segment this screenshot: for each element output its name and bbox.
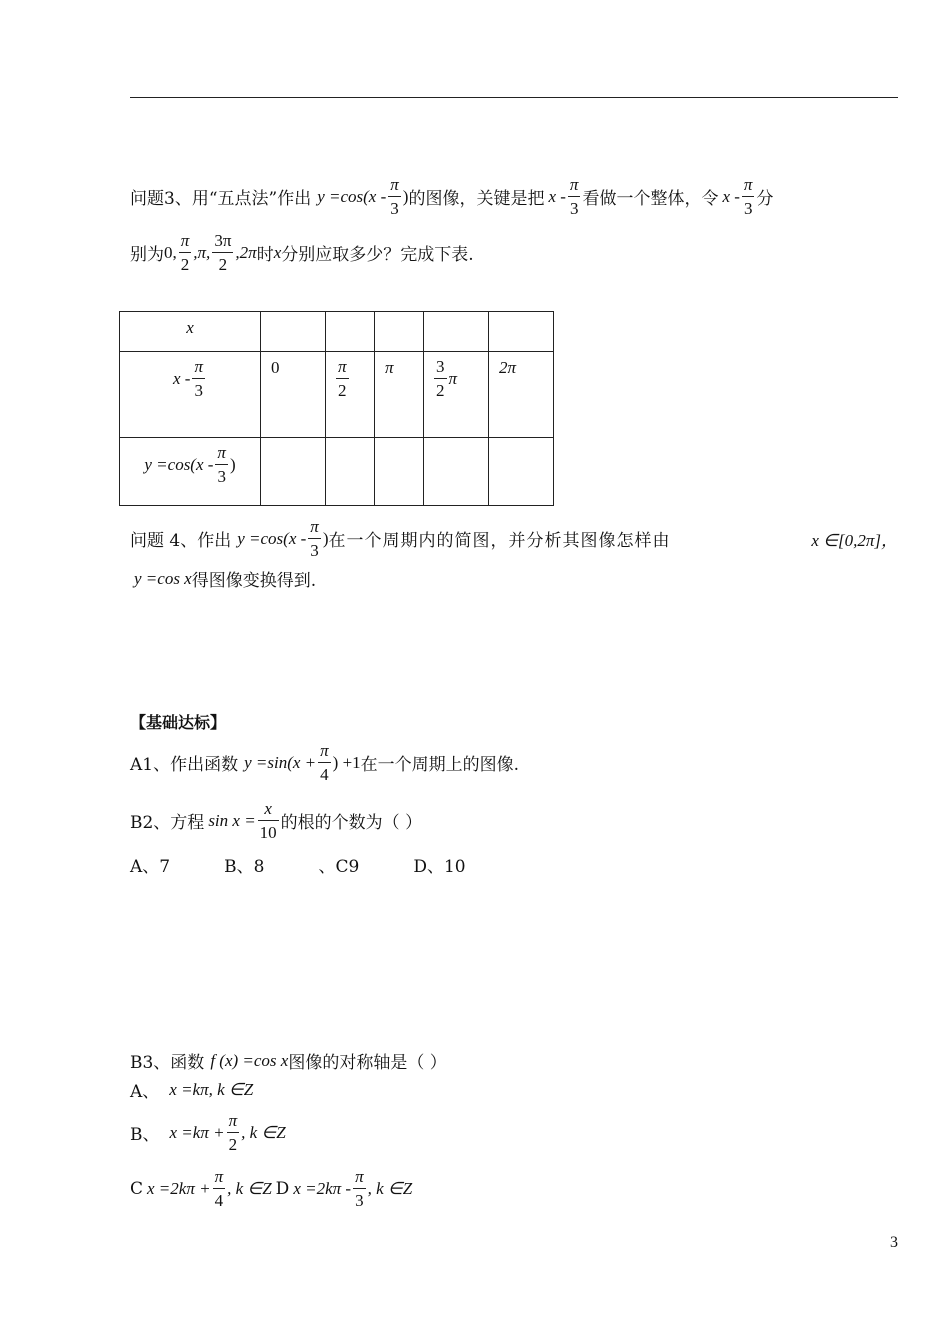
q3-formula-1: y =cos(x - [317, 186, 387, 206]
b2-text-1: B2、方程 [130, 813, 205, 833]
b2-formula: sin x = [208, 810, 256, 830]
q4-text-1: 问题 4、作出 [130, 531, 232, 551]
q3-text-3: 看做一个整体，令 [582, 189, 719, 209]
q4-text-3: 得图像变换得到. [191, 571, 317, 591]
fraction-3-2: $\frac{3}{2}$ [436, 357, 445, 400]
q3-sep-pi: ,π, [193, 242, 211, 262]
fraction-pi-3: $\frac{\pi}{3}$ [310, 517, 319, 560]
table-row [120, 312, 554, 352]
q3-x: x [273, 242, 282, 262]
b3-option-b: B、 x =kπ + $\frac{\pi}{2}$ , k ∈Z [130, 1111, 286, 1154]
table-cell [489, 438, 554, 506]
q3-line-2 [130, 232, 474, 273]
q4-line-1: 问题 4、作出 y =cos(x - $\frac{\pi}{3}$ ) 在一个周期内的简图，并分析其图像怎样由 x ∈[0,2π]， [130, 517, 898, 560]
table-cell [326, 438, 375, 506]
table-cell [375, 312, 424, 352]
a1-text-1: A1、作出函数 [130, 755, 239, 775]
table-cell [489, 312, 554, 352]
fraction-pi-3: $\frac{\pi}{3}$ [355, 1167, 364, 1210]
table-cell: 0 [261, 352, 326, 438]
q3-text-4: 分 [756, 189, 774, 209]
b3-options-cd: C x =2kπ + $\frac{\pi}{4}$ , k ∈Z D x =2kπ - $\frac{\pi}{3}$ , k ∈Z [130, 1167, 413, 1210]
table-cell: 2π [489, 352, 554, 438]
fraction-3pi-2: $\frac{3\pi}{2}$ [214, 231, 232, 274]
b3-formula: f (x) =cos x [210, 1050, 289, 1070]
a1-formula-tail: ) +1 [332, 752, 361, 772]
table-cell: $\frac{3}{2}$ π [424, 352, 489, 438]
table-row [120, 352, 554, 438]
table-cell [326, 312, 375, 352]
q4-line-2 [134, 566, 316, 591]
a1-text-2: 在一个周期上的图像. [360, 755, 520, 775]
fraction-pi-3: $\frac{\pi}{3}$ [194, 357, 203, 400]
q3-text-1: 问题3、用“五点法”作出 [130, 189, 312, 209]
table-cell: π [375, 352, 424, 438]
a1-line [130, 742, 519, 783]
fraction-pi-4: $\frac{\pi}{4}$ [320, 741, 329, 784]
table-cell: x - $\frac{\pi}{3}$ [120, 352, 261, 438]
q3-x-minus-1: x - [548, 186, 566, 206]
table-cell: x [120, 312, 261, 352]
section-title: 【基础达标】 [130, 713, 227, 732]
q3-line-1: 问题3、用“五点法”作出 y =cos(x - $\frac{\pi}{3}$ ) 的图像，关键是把 x - $\frac{\pi}{3}$ 看做一个整体，令 x - $\frac{\pi}{3}$ 分 [130, 175, 774, 218]
fraction-x-10: $\frac{x}{10}$ [259, 799, 277, 842]
fraction-pi-3: $\frac{\pi}{3}$ [569, 175, 579, 218]
q3-text-6: 时 [256, 245, 274, 265]
header-rule [130, 97, 898, 98]
q3-text-7: 分别应取多少？完成下表. [281, 245, 474, 265]
table-row [120, 438, 554, 506]
table-cell: y =cos(x - $\frac{\pi}{3}$ ) [120, 438, 261, 506]
fraction-pi-3: $\frac{\pi}{3}$ [217, 443, 226, 486]
q4-text-2: 在一个周期内的简图，并分析其图像怎样由 [328, 531, 671, 551]
a1-formula: y =sin(x + [244, 752, 317, 772]
fraction-pi-2: $\frac{\pi}{2}$ [228, 1111, 238, 1154]
fraction-pi-2: $\frac{\pi}{2}$ [180, 231, 190, 274]
table-cell [375, 438, 424, 506]
table-cell [261, 438, 326, 506]
fraction-pi-4: $\frac{\pi}{4}$ [214, 1167, 224, 1210]
q3-text-2: 的图像，关键是把 [408, 189, 545, 209]
b3-line [130, 1048, 447, 1073]
table-cell [424, 438, 489, 506]
b2-options: A、7 B、8 、C9 D、10 [130, 857, 466, 877]
table-cell [261, 312, 326, 352]
q4-interval: x ∈[0,2π]， [811, 531, 898, 550]
fraction-pi-2: $\frac{\pi}{2}$ [338, 357, 347, 400]
q3-zero: 0, [164, 242, 177, 262]
q3-two-pi: ,2π [235, 242, 257, 262]
b3-text-1: B3、函数 [130, 1053, 205, 1073]
b2-text-2: 的根的个数为（ ） [280, 813, 423, 833]
values-table [119, 311, 554, 506]
q4-formula: y =cos(x - [237, 528, 307, 548]
table-cell [424, 312, 489, 352]
b3-text-2: 图像的对称轴是（ ） [288, 1053, 447, 1073]
q3-x-minus-2: x - [722, 186, 740, 206]
fraction-pi-3: $\frac{\pi}{3}$ [743, 175, 753, 218]
fraction-pi-3: $\frac{\pi}{3}$ [390, 175, 399, 218]
b3-option-a: A、 x =kπ, k ∈Z [130, 1079, 254, 1102]
q4-formula-2: y =cos x [134, 568, 192, 588]
table-cell [326, 352, 375, 438]
q3-text-5: 别为 [130, 245, 164, 265]
b2-line [130, 800, 422, 841]
page-number: 3 [890, 1234, 898, 1251]
